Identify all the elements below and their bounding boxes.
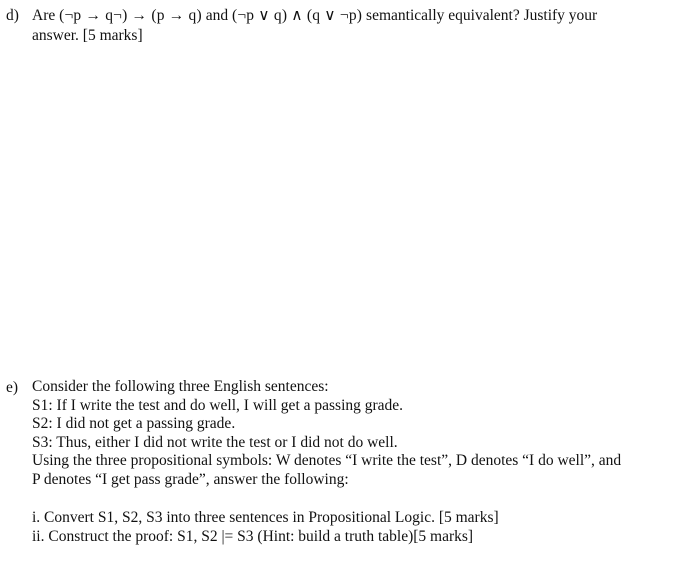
question-d-label: d) — [6, 7, 19, 24]
sentence-s3: S3: Thus, either I did not write the test or I did not do well. — [32, 433, 398, 451]
question-d-line-2: answer. [5 marks] — [32, 27, 143, 44]
expression-1: (¬p → q¬) → (p → q) — [59, 7, 202, 24]
symbols-line-1: Using the three propositional symbols: W denotes “I write the test”, D denotes “I do well”, and — [32, 452, 622, 469]
question-d-line-1 — [32, 6, 672, 26]
task-i: i. Convert S1, S2, S3 into three sentences in Propositional Logic. [5 marks] — [32, 509, 499, 526]
question-d-prefix: Are — [32, 7, 60, 24]
question-e-intro: Consider the following three English sentences: — [32, 378, 329, 395]
and-word: and — [201, 7, 232, 24]
expression-2: (¬p ∨ q) ∧ (q ∨ ¬p) — [231, 7, 363, 24]
sentence-s2: S2: I did not get a passing grade. — [32, 415, 236, 432]
spacer — [32, 489, 672, 509]
question-e-label: e) — [6, 379, 19, 396]
question-d-body — [32, 6, 672, 46]
symbols-line-2: P denotes “I get pass grade”, answer the following: — [32, 470, 349, 488]
question-d-suffix: semantically equivalent? Justify your — [362, 7, 598, 24]
question-e-body — [32, 378, 672, 546]
task-ii: ii. Construct the proof: S1, S2 |= S3 (Hint: build a truth table)[5 marks] — [32, 527, 474, 545]
sentence-s1: S1: If I write the test and do well, I will get a passing grade. — [32, 396, 404, 414]
